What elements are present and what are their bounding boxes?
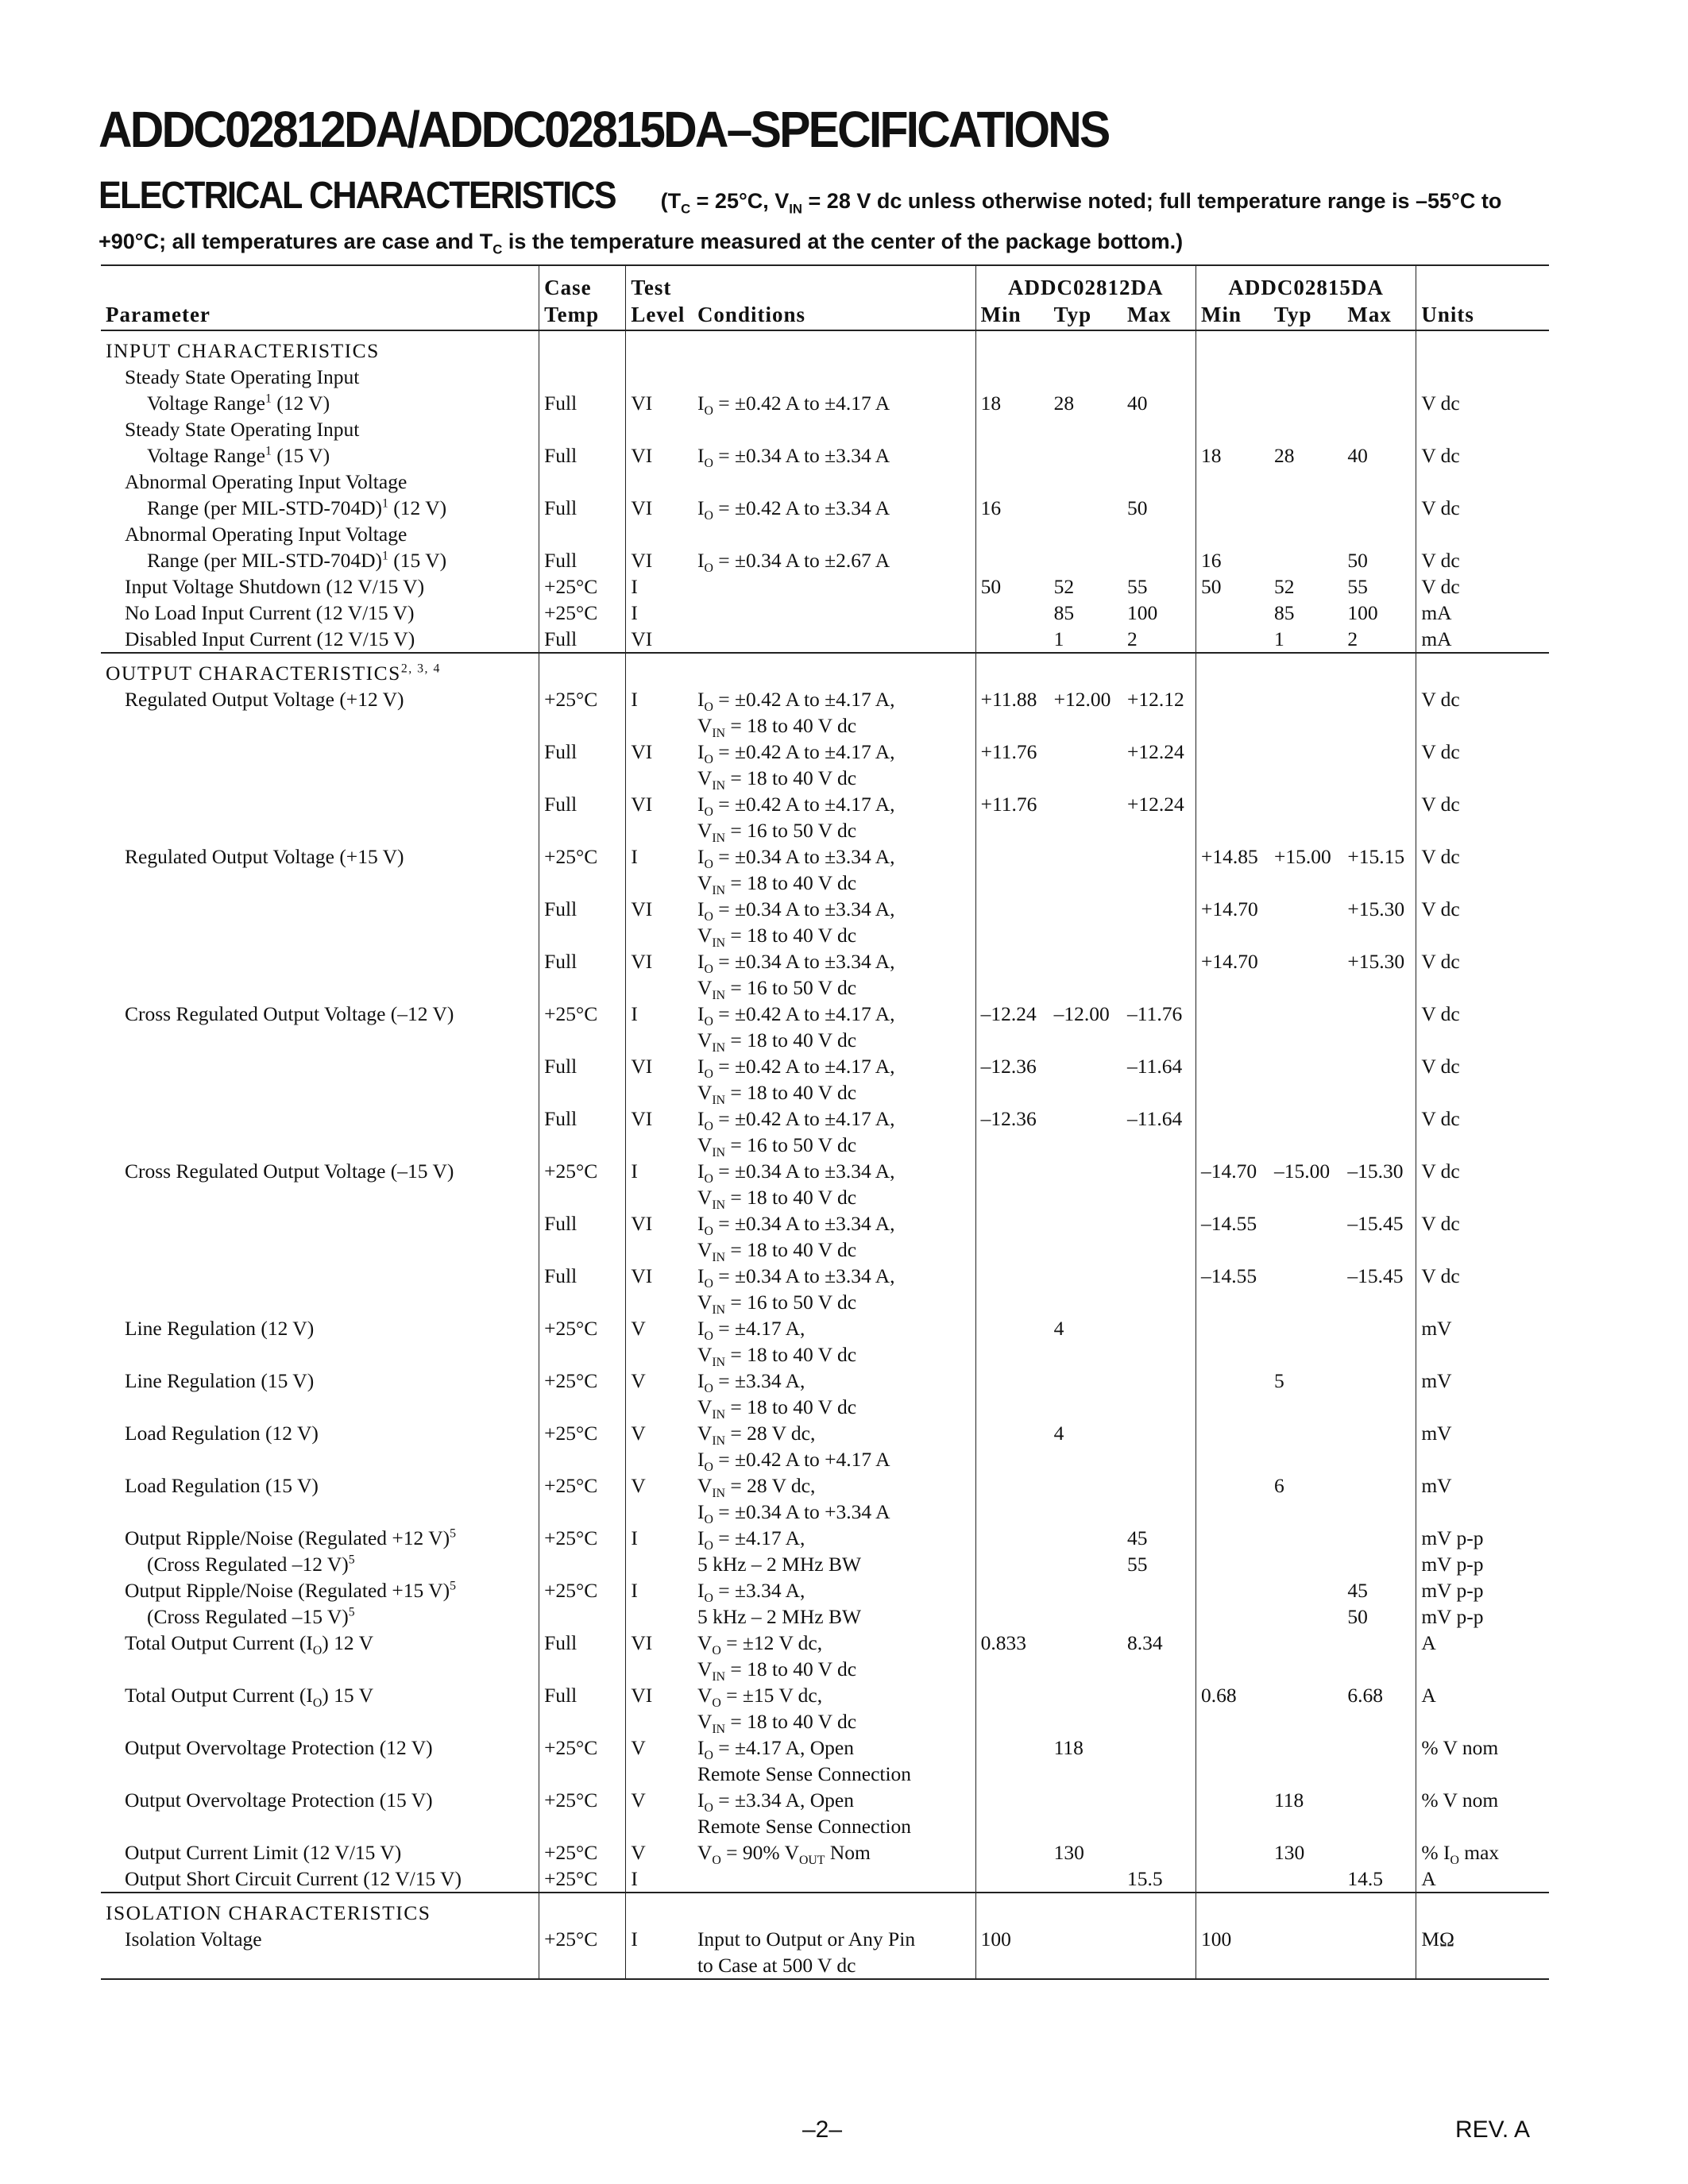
table-row: Remote Sense Connection	[101, 1813, 1549, 1839]
electrical-characteristics-heading: ELECTRICAL CHARACTERISTICS	[98, 175, 616, 217]
table-row: Total Output Current $(I_O)$ 12 V Full VI $V_O = \pm 12$ V dc, 0.833 8.34 A	[101, 1630, 1549, 1656]
table-row: Disabled Input Current (12 V/15 V) Full VI 1 2 1 2 mA	[101, 626, 1549, 653]
isolation-characteristics-section	[101, 1893, 1549, 1979]
page-number: –2–	[802, 2116, 843, 2143]
table-row: $V_{IN} = 18$ to 40 V dc	[101, 1394, 1549, 1420]
table-row: $V_{IN} = 18$ to 40 V dc	[101, 922, 1549, 948]
table-row: Input Voltage Shutdown (12 V/15 V) +25°C I 50 52 55 50 52 55 V dc	[101, 573, 1549, 600]
table-row: Load Regulation (12 V) +25°C V $V_{IN} = 28$ V dc, 4 mV	[101, 1420, 1549, 1446]
table-row: Regulated Output Voltage (+15 V) +25°C I $I_O = \pm 0.34$ A to ±3.34 A, +14.85 +15.00 +15.15 V dc	[101, 843, 1549, 870]
table-header: Case Test ADDC02812DA ADDC02815DA Parameter Temp Level Conditions Min Typ Max Min Typ Max Units	[101, 265, 1549, 330]
table-row: $V_{IN} = 18$ to 40 V dc	[101, 870, 1549, 896]
table-row: $V_{IN} = 16$ to 50 V dc	[101, 817, 1549, 843]
conditions-header: Conditions	[693, 301, 975, 330]
spec-table-container	[101, 264, 1549, 1980]
table-row: $V_{IN} = 18$ to 40 V dc	[101, 1708, 1549, 1734]
table-row: Remote Sense Connection	[101, 1761, 1549, 1787]
min-header: Min	[975, 301, 1049, 330]
table-row: Voltage Range$^1$ (15 V) Full VI $I_O = \pm 0.34$ A to ±3.34 A 18 28 40 V dc	[101, 442, 1549, 469]
addc02812da-group-header: ADDC02812DA	[975, 265, 1196, 301]
table-row: $V_{IN} = 18$ to 40 V dc	[101, 765, 1549, 791]
table-row: Cross Regulated Output Voltage (–15 V) +25°C I $I_O = \pm 0.34$ A to ±3.34 A, –14.70 –15.00 –15.30 V dc	[101, 1158, 1549, 1184]
page-title: ADDC02812DA/ADDC02815DA–SPECIFICATIONS	[98, 101, 1109, 158]
table-row: $V_{IN} = 18$ to 40 V dc	[101, 1027, 1549, 1053]
table-row: Output Ripple/Noise (Regulated +12 V)$^5$ +25°C I $I_O = \pm 4.17$ A, 45 mV p-p	[101, 1525, 1549, 1551]
table-row: Voltage Range$^1$ (12 V) Full VI $I_O = \pm 0.42$ A to ±4.17 A 18 28 40 V dc	[101, 390, 1549, 416]
section-title-row: ISOLATION CHARACTERISTICS	[101, 1893, 1549, 1926]
table-row: Full VI $I_O = \pm 0.42$ A to ±4.17 A, –12.36 –11.64 V dc	[101, 1053, 1549, 1079]
table-row: (Cross Regulated –15 V)$^5$ 5 kHz – 2 MHz BW 50 mV p-p	[101, 1603, 1549, 1630]
regulation-rows	[101, 1315, 1549, 1893]
table-row: Output Short Circuit Current (12 V/15 V) +25°C I 15.5 14.5 A	[101, 1866, 1549, 1893]
table-row: Full VI $I_O = \pm 0.42$ A to ±4.17 A, +11.76 +12.24 V dc	[101, 791, 1549, 817]
table-row: $V_{IN} = 18$ to 40 V dc	[101, 1237, 1549, 1263]
input-characteristics-section	[101, 330, 1549, 653]
table-row: $V_{IN} = 18$ to 40 V dc	[101, 1079, 1549, 1106]
table-row: Steady State Operating Input	[101, 364, 1549, 390]
table-row: Full VI $I_O = \pm 0.34$ A to ±3.34 A, +14.70 +15.30 V dc	[101, 948, 1549, 974]
output-characteristics-section	[101, 653, 1549, 686]
table-row: Full VI $I_O = \pm 0.42$ A to ±4.17 A, –12.36 –11.64 V dc	[101, 1106, 1549, 1132]
table-row: $V_{IN} = 18$ to 40 V dc	[101, 1656, 1549, 1682]
test-level-header: Test	[626, 265, 693, 301]
units-header: Units	[1416, 301, 1549, 330]
table-row: No Load Input Current (12 V/15 V) +25°C I 85 100 85 100 mA	[101, 600, 1549, 626]
addc02815da-group-header: ADDC02815DA	[1196, 265, 1416, 301]
table-row: Abnormal Operating Input Voltage	[101, 469, 1549, 495]
table-row: $V_{IN} = 16$ to 50 V dc	[101, 1132, 1549, 1158]
table-row: $I_O = \pm 0.34$ A to +3.34 A	[101, 1499, 1549, 1525]
typ-header: Typ	[1049, 301, 1122, 330]
min-header: Min	[1196, 301, 1269, 330]
table-row: Range (per MIL-STD-704D)$^1$ (12 V) Full VI $I_O = \pm 0.42$ A to ±3.34 A 16 50 V dc	[101, 495, 1549, 521]
table-row: Abnormal Operating Input Voltage	[101, 521, 1549, 547]
typ-header: Typ	[1269, 301, 1342, 330]
case-temp-header: Case	[539, 265, 626, 301]
table-row: Line Regulation (12 V) +25°C V $I_O = \pm 4.17$ A, 4 mV	[101, 1315, 1549, 1341]
table-row: $V_{IN} = 16$ to 50 V dc	[101, 974, 1549, 1001]
table-row: to Case at 500 V dc	[101, 1952, 1549, 1979]
table-row: (Cross Regulated –12 V)$^5$ 5 kHz – 2 MHz BW 55 mV p-p	[101, 1551, 1549, 1577]
table-row: Load Regulation (15 V) +25°C V $V_{IN} = 28$ V dc, 6 mV	[101, 1472, 1549, 1499]
table-row: $V_{IN} = 18$ to 40 V dc	[101, 712, 1549, 739]
table-row: Full VI $I_O = \pm 0.34$ A to ±3.34 A, +14.70 +15.30 V dc	[101, 896, 1549, 922]
table-row: Output Overvoltage Protection (15 V) +25°C V $I_O = \pm 3.34$ A, Open 118 % V nom	[101, 1787, 1549, 1813]
table-row: Range (per MIL-STD-704D)$^1$ (15 V) Full VI $I_O = \pm 0.34$ A to ±2.67 A 16 50 V dc	[101, 547, 1549, 573]
max-header: Max	[1342, 301, 1416, 330]
revision-label: REV. A	[1455, 2116, 1530, 2143]
section-title-row: OUTPUT CHARACTERISTICS$^{2, 3, 4}$	[101, 653, 1549, 686]
table-row: Full VI $I_O = \pm 0.42$ A to ±4.17 A, +11.76 +12.24 V dc	[101, 739, 1549, 765]
table-row: Regulated Output Voltage (+12 V) +25°C I $I_O = \pm 0.42$ A to ±4.17 A, +11.88 +12.00 +12.12 V dc	[101, 686, 1549, 712]
table-row: Cross Regulated Output Voltage (–12 V) +25°C I $I_O = \pm 0.42$ A to ±4.17 A, –12.24 –12.00 –11.76 V dc	[101, 1001, 1549, 1027]
table-row: $I_O = \pm 0.42$ A to +4.17 A	[101, 1446, 1549, 1472]
table-row: Total Output Current $(I_O)$ 15 V Full VI $V_O = \pm 15$ V dc, 0.68 6.68 A	[101, 1682, 1549, 1708]
table-row: Full VI $I_O = \pm 0.34$ A to ±3.34 A, –14.55 –15.45 V dc	[101, 1210, 1549, 1237]
table-row: Steady State Operating Input	[101, 416, 1549, 442]
table-row: Line Regulation (15 V) +25°C V $I_O = \pm 3.34$ A, 5 mV	[101, 1368, 1549, 1394]
section-heading	[98, 175, 1552, 264]
table-row: Full VI $I_O = \pm 0.34$ A to ±3.34 A, –14.55 –15.45 V dc	[101, 1263, 1549, 1289]
table-row: $V_{IN} = 18$ to 40 V dc	[101, 1184, 1549, 1210]
table-row: Isolation Voltage +25°C I Input to Output or Any Pin 100 100 MΩ	[101, 1926, 1549, 1952]
table-row: Output Overvoltage Protection (12 V) +25°C V $I_O = \pm 4.17$ A, Open 118 % V nom	[101, 1734, 1549, 1761]
max-header: Max	[1122, 301, 1196, 330]
table-row: Output Current Limit (12 V/15 V) +25°C V $V_O = 90\%$ $V_{OUT}$ Nom 130 130 % $I_O$ max	[101, 1839, 1549, 1866]
table-row: $V_{IN} = 16$ to 50 V dc	[101, 1289, 1549, 1315]
table-row: $V_{IN} = 18$ to 40 V dc	[101, 1341, 1549, 1368]
test-conditions-note: ($T_C = 25^\circ C$, $V_{IN} = 28$ V dc unless otherwise noted; full temperature range is –55°C to +90°C; all temperatures are case and $T_C$ is the temperature measured at the center of the package bottom.)	[98, 189, 1502, 257]
parameter-header: Parameter	[101, 301, 539, 330]
spec-table	[101, 264, 1549, 1980]
table-row: Output Ripple/Noise (Regulated +15 V)$^5$ +25°C I $I_O = \pm 3.34$ A, 45 mV p-p	[101, 1577, 1549, 1603]
section-title-row: INPUT CHARACTERISTICS	[101, 330, 1549, 364]
regulated-output-rows	[101, 686, 1549, 1318]
